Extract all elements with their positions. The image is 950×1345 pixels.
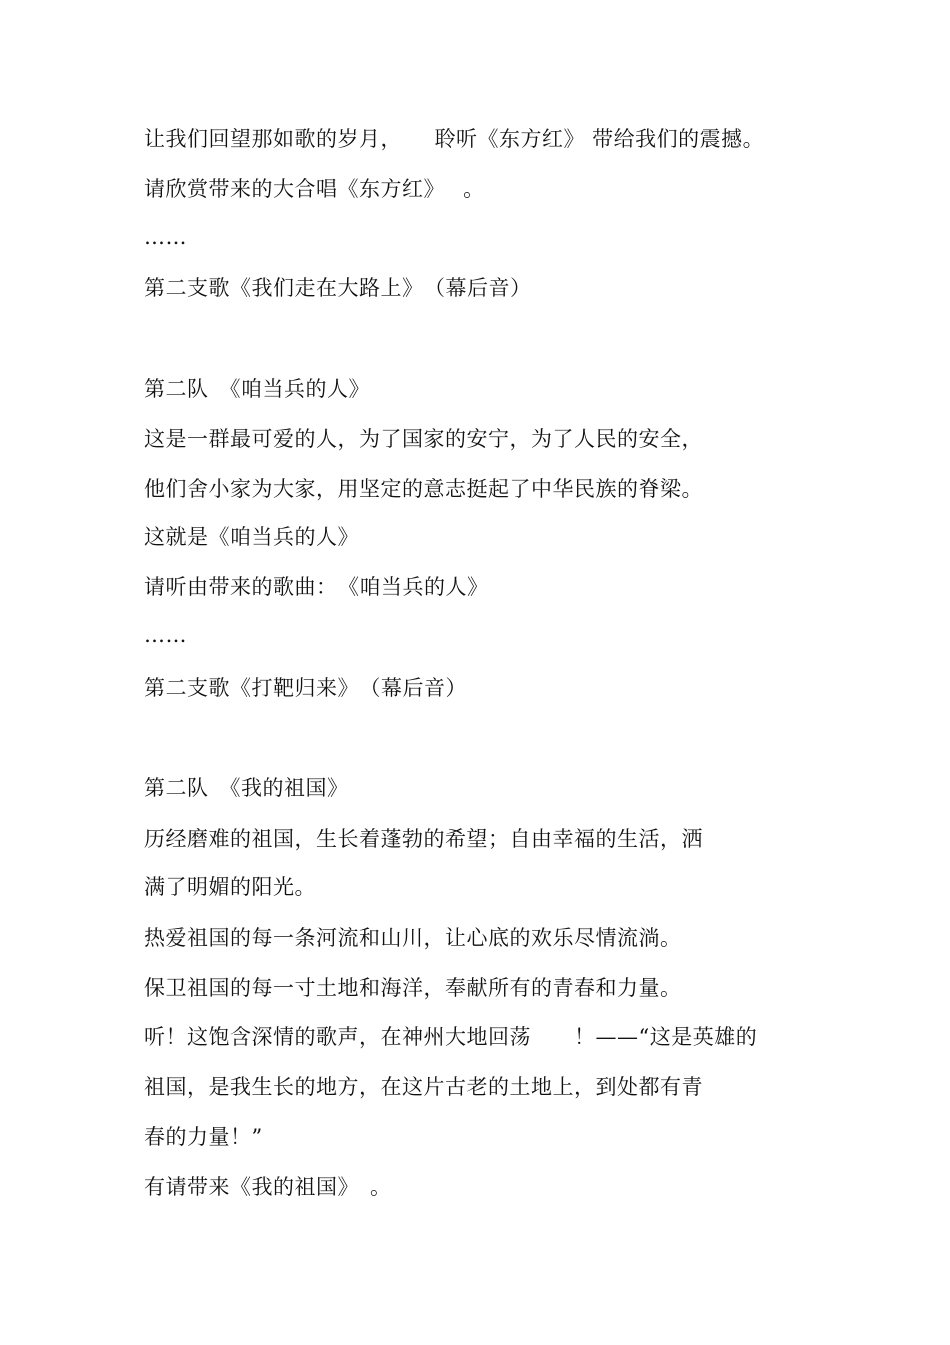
song-heading: 第二支歌《打靶归来》 （幕后音） (144, 676, 467, 700)
text-line: 听！这饱含深情的歌声，在神州大地回荡 ！——“这是英雄的 (144, 1025, 758, 1049)
ellipsis-line: …… (144, 225, 187, 249)
text-line: 历经磨难的祖国，生长着蓬勃的希望；自由幸福的生活，洒 (144, 827, 703, 851)
song-heading: 第二支歌《我们走在大路上》 （幕后音） (144, 276, 532, 300)
team-heading: 第二队 《我的祖国》 (144, 776, 349, 800)
text-line: 热爱祖国的每一条河流和山川，让心底的欢乐尽情流淌。 (144, 926, 682, 950)
text-line: 祖国，是我生长的地方，在这片古老的土地上，到处都有青 (144, 1075, 703, 1099)
ellipsis-line: …… (144, 623, 187, 647)
text-line: 保卫祖国的每一寸土地和海洋，奉献所有的青春和力量。 (144, 976, 682, 1000)
text-line: 有请带来《我的祖国》 。 (144, 1175, 392, 1199)
text-line: 他们舍小家为大家，用坚定的意志挺起了中华民族的脊梁。 (144, 477, 703, 501)
text-line: 请欣赏带来的大合唱《东方红》 。 (144, 177, 485, 201)
text-line: 春的力量！” (144, 1125, 263, 1149)
text-line: 这就是《咱当兵的人》 (144, 525, 359, 549)
text-line: 让我们回望那如歌的岁月， 聆听《东方红》 带给我们的震撼。 (144, 127, 765, 151)
text-line: 请听由带来的歌曲： 《咱当兵的人》 (144, 575, 489, 599)
team-heading: 第二队 《咱当兵的人》 (144, 377, 370, 401)
text-line: 这是一群最可爱的人，为了国家的安宁，为了人民的安全， (144, 427, 703, 451)
text-line: 满了明媚的阳光。 (144, 875, 316, 899)
